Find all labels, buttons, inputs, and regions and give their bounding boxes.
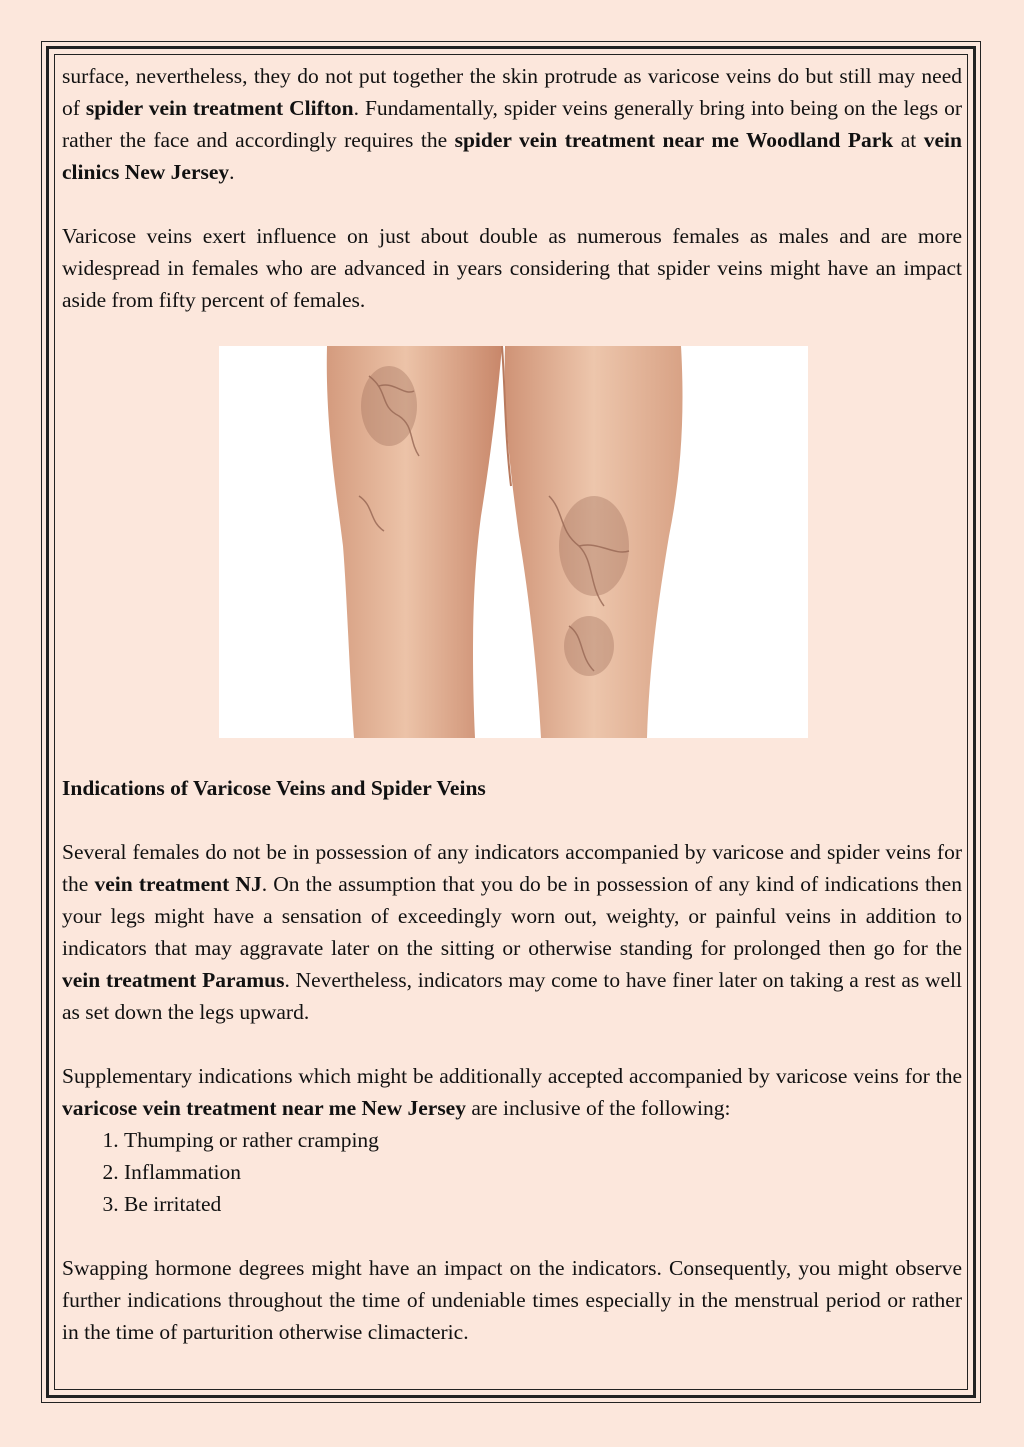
legs-photo <box>219 346 808 738</box>
paragraph-spider-veins: surface, nevertheless, they do not put together the skin protrude as varicose veins do but still may need of spider vein treatment Clifton. Fundamentally, spider veins generally bring into being on the legs or rather the face and accordingly requires the spider vein treatment near me Woodland Park at vein clinics New Jersey. <box>62 64 962 184</box>
keyword-link: vein clinics New Jersey <box>62 128 962 184</box>
section-heading: Indications of Varicose Veins and Spider Veins <box>62 776 486 800</box>
paragraph-indicators: Several females do not be in possession of any indicators accompanied by varicose and spider veins for the vein treatment NJ. On the assumption that you do be in possession of any kind of indications then your legs might have a sensation of exceedingly worn out, weighty, or painful veins in addition to indicators that may aggravate later on the sitting or otherwise standing for prolonged then go for the vein treatment Paramus. Nevertheless, indicators may come to have finer later on taking a rest as well as set down the legs upward. <box>62 840 963 1024</box>
paragraph-supplementary: Supplementary indications which might be additionally accepted accompanied by varicose veins for the varicose vein treatment near me New Jersey are inclusive of the following: <box>62 1064 962 1120</box>
list-item: 3. Be irritated <box>124 1188 962 1220</box>
keyword-link: varicose vein treatment near me New Jersey <box>62 1096 466 1120</box>
symptom-list <box>62 1124 962 1220</box>
keyword-link: vein treatment NJ <box>94 872 262 896</box>
list-item: 1. Thumping or rather cramping <box>124 1124 962 1156</box>
legs-illustration <box>219 346 808 738</box>
article-content <box>62 60 962 1348</box>
keyword-link: vein treatment Paramus <box>62 968 285 992</box>
paragraph-hormones: Swapping hormone degrees might have an impact on the indicators. Consequently, you might observe further indications throughout the time of undeniable times especially in the menstrual period or rather in the time of parturition otherwise climacteric. <box>62 1256 962 1344</box>
list-item: 2. Inflammation <box>124 1156 962 1188</box>
paragraph-prevalence: Varicose veins exert influence on just about double as numerous females as males and are more widespread in females who are advanced in years considering that spider veins might have an impact aside from fifty percent of females. <box>62 224 962 312</box>
keyword-link: spider vein treatment near me Woodland Park <box>454 128 894 152</box>
keyword-link: spider vein treatment Clifton <box>85 96 354 120</box>
